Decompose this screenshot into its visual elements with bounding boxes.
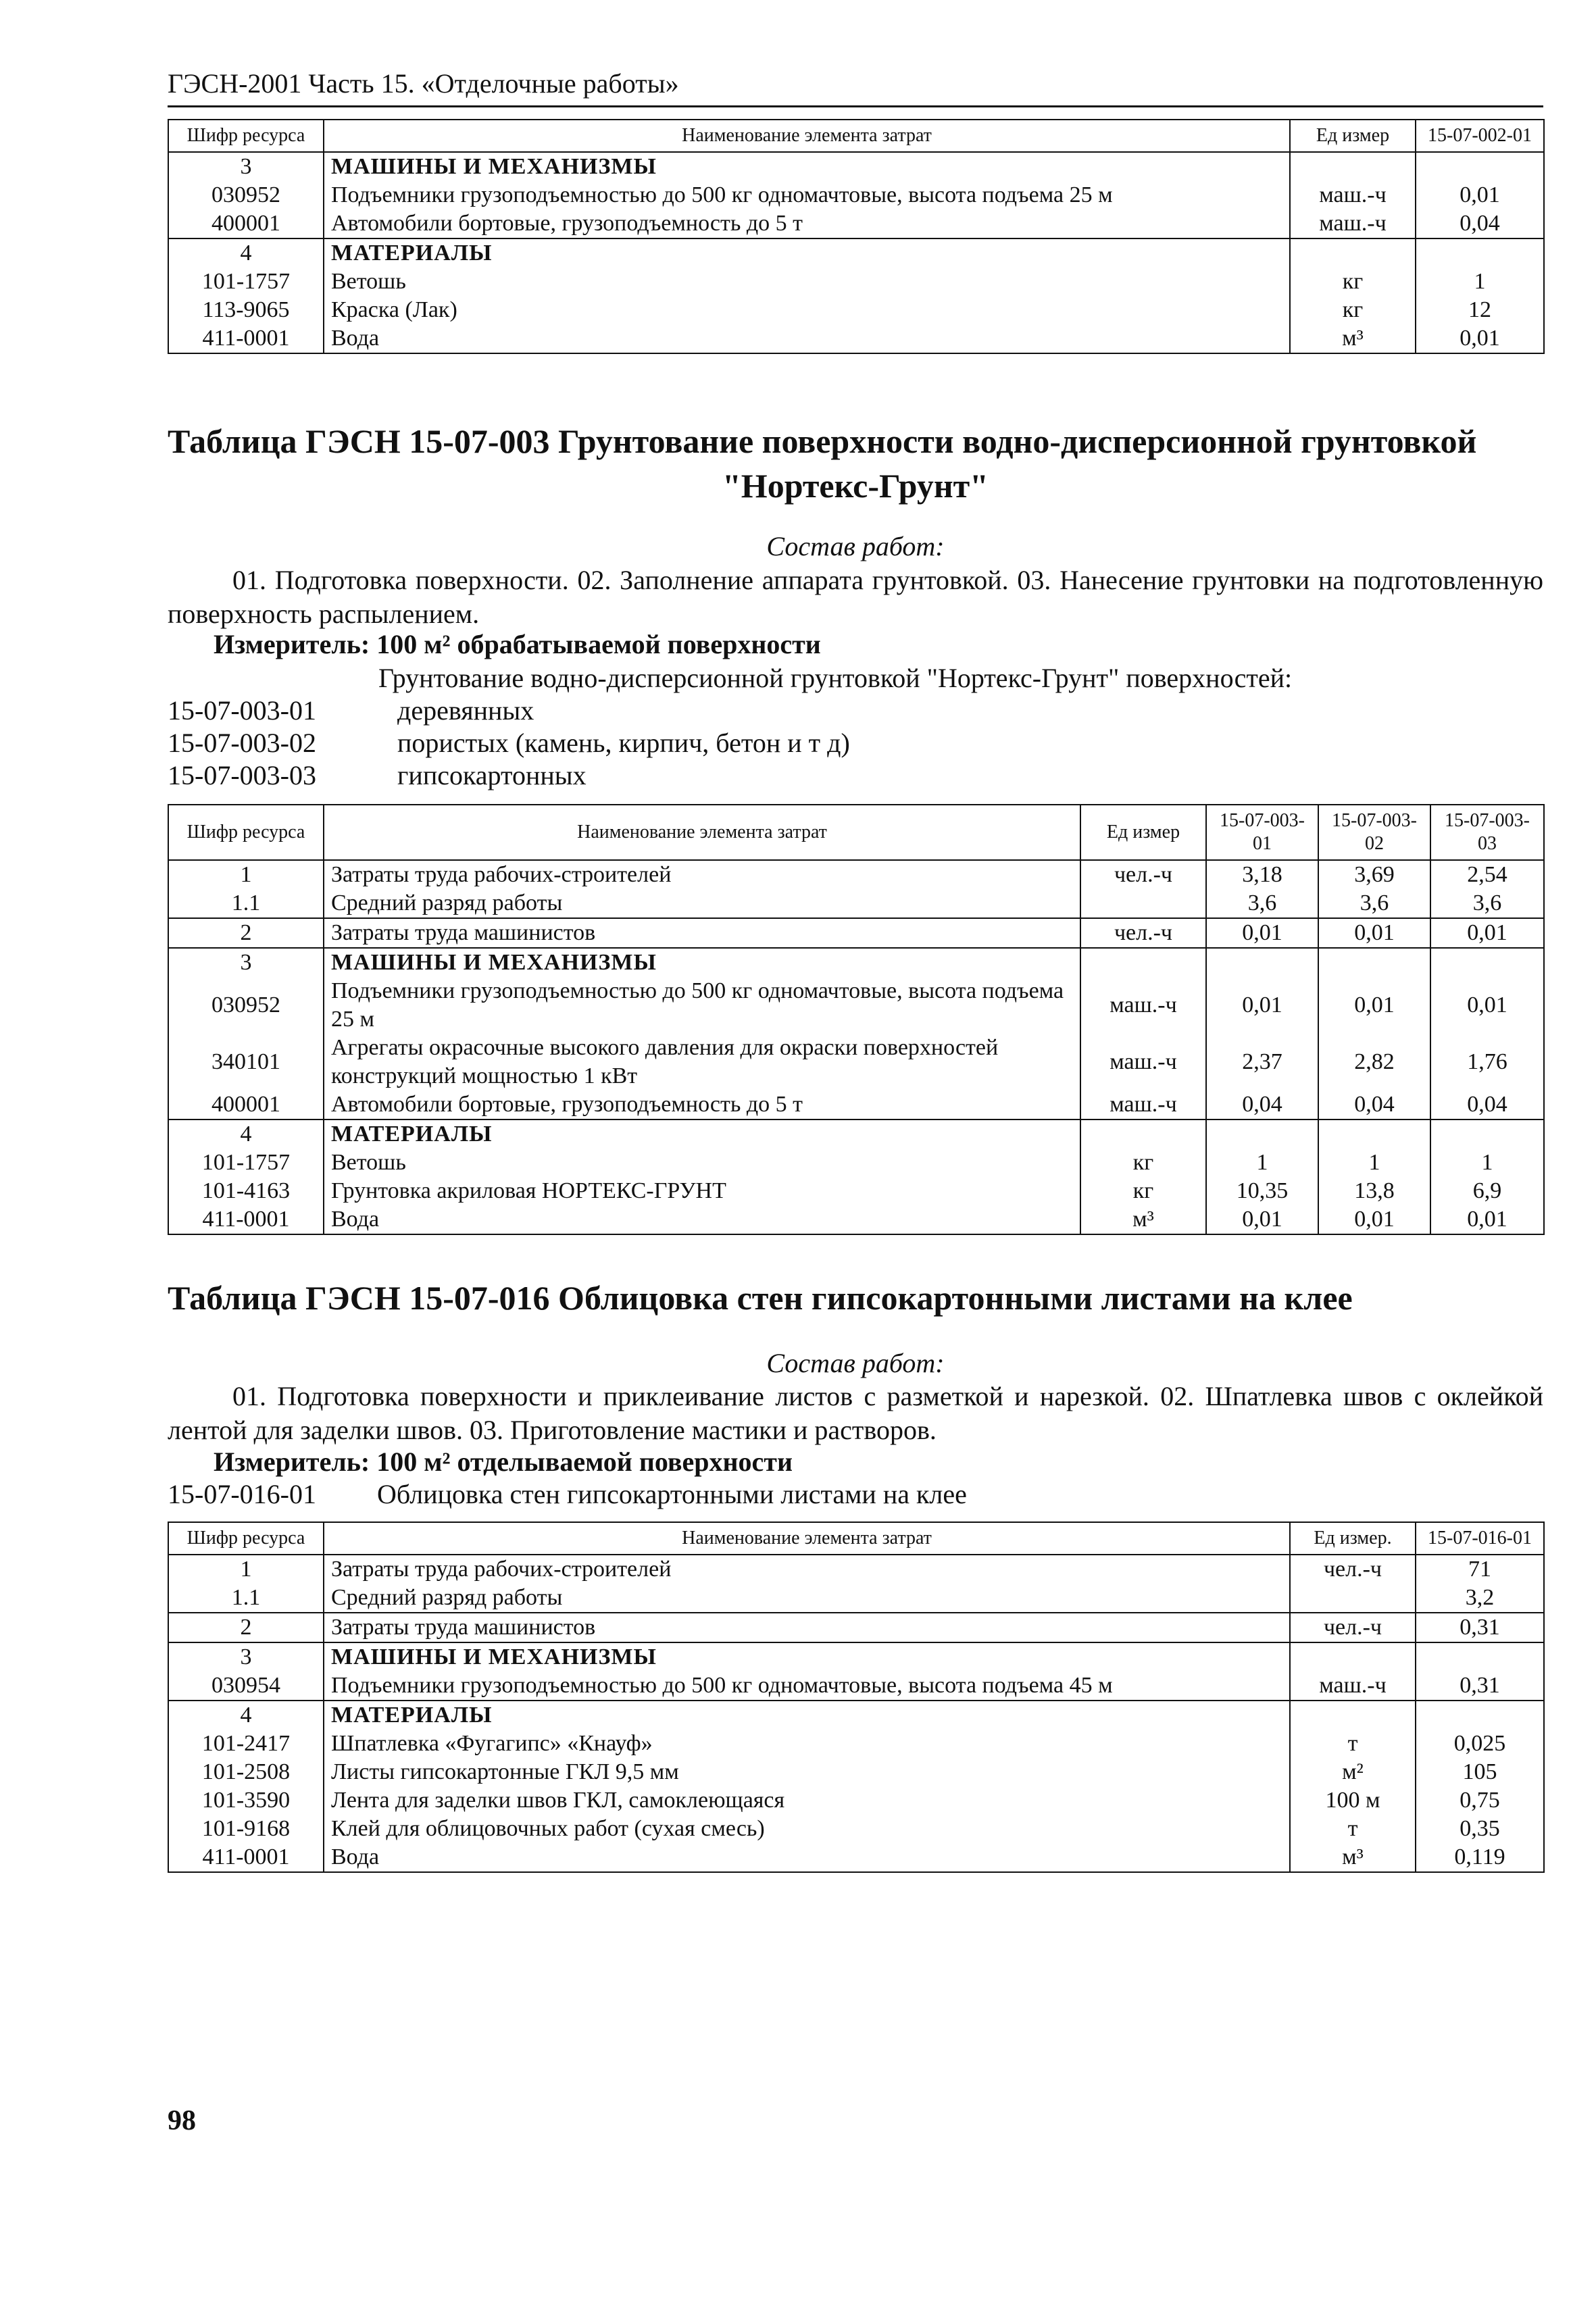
header-name: Наименование элемента затрат bbox=[324, 1522, 1290, 1555]
norm-value: 0,01 bbox=[1430, 977, 1544, 1034]
norm-code: 15-07-003-02 bbox=[168, 728, 316, 758]
cost-element-name: Подъемники грузоподъемностью до 500 кг одномачтовые, высота подъема 45 м bbox=[324, 1671, 1290, 1701]
resource-code: 411-0001 bbox=[168, 324, 324, 353]
running-header: ГЭСН-2001 Часть 15. «Отделочные работы» bbox=[168, 68, 679, 99]
norm-value: 1 bbox=[1318, 1149, 1430, 1177]
norm-value: 0,35 bbox=[1416, 1815, 1544, 1843]
table-row bbox=[168, 1786, 1544, 1815]
resource-code: 030954 bbox=[168, 1671, 324, 1701]
resource-code: 101-9168 bbox=[168, 1815, 324, 1843]
work-composition-label: Состав работ: bbox=[766, 1348, 945, 1378]
unit-of-measure: чел.-ч bbox=[1290, 1613, 1416, 1642]
work-composition-text: 01. Подготовка поверхности. 02. Заполнение аппарата грунтовкой. 03. Нанесение грунтовки на подготовленную поверхность распылением. bbox=[168, 565, 1543, 629]
norm-value bbox=[1430, 1120, 1544, 1149]
header-col-norm: 15-07-003-03 bbox=[1430, 805, 1544, 860]
measurement-unit: Измеритель: 100 м² отделываемой поверхности bbox=[214, 1447, 793, 1477]
section-heading: МАТЕРИАЛЫ bbox=[324, 1120, 1080, 1149]
resource-code: 411-0001 bbox=[168, 1843, 324, 1872]
header-col-norm: 15-07-016-01 bbox=[1416, 1522, 1544, 1555]
unit-of-measure: чел.-ч bbox=[1290, 1555, 1416, 1584]
unit-of-measure: т bbox=[1290, 1730, 1416, 1758]
norm-value: 3,18 bbox=[1206, 860, 1318, 889]
table-row bbox=[168, 296, 1544, 324]
unit-of-measure: м³ bbox=[1080, 1205, 1206, 1234]
table-row bbox=[168, 948, 1544, 977]
header-col-norm: 15-07-003-02 bbox=[1318, 805, 1430, 860]
norm-value bbox=[1416, 152, 1544, 181]
resource-code: 030952 bbox=[168, 977, 324, 1034]
cost-element-name: Агрегаты окрасочные высокого давления для окраски поверхностей конструкций мощностью 1 кВт bbox=[324, 1034, 1080, 1090]
unit-of-measure: кг bbox=[1080, 1177, 1206, 1205]
resource-code: 113-9065 bbox=[168, 296, 324, 324]
cost-element-name: Лента для заделки швов ГКЛ, самоклеющаяся bbox=[324, 1786, 1290, 1815]
cost-element-name: Затраты труда рабочих-строителей bbox=[324, 860, 1080, 889]
table-row bbox=[168, 1090, 1544, 1120]
resource-code: 411-0001 bbox=[168, 1205, 324, 1234]
norm-value: 2,82 bbox=[1318, 1034, 1430, 1090]
norm-value: 10,35 bbox=[1206, 1177, 1318, 1205]
title-line-2: "Нортекс-Грунт" bbox=[722, 467, 989, 505]
resource-code: 4 bbox=[168, 1120, 324, 1149]
header-name: Наименование элемента затрат bbox=[324, 120, 1290, 152]
cost-element-name: Шпатлевка «Фугагипс» «Кнауф» bbox=[324, 1730, 1290, 1758]
cost-element-name: Вода bbox=[324, 1205, 1080, 1234]
unit-of-measure: кг bbox=[1080, 1149, 1206, 1177]
norm-value: 0,01 bbox=[1206, 1205, 1318, 1234]
norm-code-line bbox=[168, 759, 587, 791]
table-row bbox=[168, 1034, 1544, 1090]
table-row bbox=[168, 918, 1544, 948]
cost-element-name: Вода bbox=[324, 324, 1290, 353]
unit-of-measure: м³ bbox=[1290, 324, 1416, 353]
table-row bbox=[168, 1642, 1544, 1671]
table-row bbox=[168, 1843, 1544, 1872]
table-row bbox=[168, 889, 1544, 918]
norm-value: 0,04 bbox=[1318, 1090, 1430, 1120]
unit-of-measure: чел.-ч bbox=[1080, 860, 1206, 889]
resource-code: 101-3590 bbox=[168, 1786, 324, 1815]
norm-value: 0,01 bbox=[1430, 1205, 1544, 1234]
cost-element-name: Автомобили бортовые, грузоподъемность до 5 т bbox=[324, 1090, 1080, 1120]
unit-of-measure: маш.-ч bbox=[1290, 209, 1416, 238]
resource-code: 101-4163 bbox=[168, 1177, 324, 1205]
header-unit: Ед измер bbox=[1290, 120, 1416, 152]
resource-code: 101-2508 bbox=[168, 1758, 324, 1786]
norm-value bbox=[1206, 948, 1318, 977]
resource-code: 340101 bbox=[168, 1034, 324, 1090]
cost-element-name: Средний разряд работы bbox=[324, 1584, 1290, 1613]
cost-element-name: Краска (Лак) bbox=[324, 296, 1290, 324]
table-row bbox=[168, 181, 1544, 209]
header-code: Шифр ресурса bbox=[168, 805, 324, 860]
section-heading: МАТЕРИАЛЫ bbox=[324, 1701, 1290, 1730]
cost-element-name: Затраты труда машинистов bbox=[324, 1613, 1290, 1642]
table-row bbox=[168, 152, 1544, 181]
unit-of-measure: маш.-ч bbox=[1080, 1090, 1206, 1120]
norm-value: 2,37 bbox=[1206, 1034, 1318, 1090]
work-composition-label: Состав работ: bbox=[766, 531, 945, 561]
norm-label: пористых (камень, кирпич, бетон и т д) bbox=[397, 728, 850, 758]
table-row bbox=[168, 1120, 1544, 1149]
unit-of-measure: маш.-ч bbox=[1290, 181, 1416, 209]
resource-code: 030952 bbox=[168, 181, 324, 209]
table-row bbox=[168, 860, 1544, 889]
page-number: 98 bbox=[168, 2105, 196, 2136]
norm-code: 15-07-016-01 bbox=[168, 1479, 316, 1509]
table-row bbox=[168, 209, 1544, 238]
table-row bbox=[168, 238, 1544, 268]
table-row bbox=[168, 1584, 1544, 1613]
norm-value bbox=[1318, 1120, 1430, 1149]
norm-value: 0,01 bbox=[1318, 1205, 1430, 1234]
norm-value: 0,01 bbox=[1206, 977, 1318, 1034]
norm-value: 3,6 bbox=[1206, 889, 1318, 918]
table-row bbox=[168, 1815, 1544, 1843]
header-code: Шифр ресурса bbox=[168, 1522, 324, 1555]
norm-value: 0,025 bbox=[1416, 1730, 1544, 1758]
table-title-15-07-016 bbox=[168, 1276, 1543, 1320]
resource-code: 4 bbox=[168, 238, 324, 268]
unit-of-measure bbox=[1290, 152, 1416, 181]
resource-code: 400001 bbox=[168, 209, 324, 238]
norm-value: 0,01 bbox=[1416, 324, 1544, 353]
cost-element-name: Автомобили бортовые, грузоподъемность до 5 т bbox=[324, 209, 1290, 238]
unit-of-measure bbox=[1080, 889, 1206, 918]
norm-value: 105 bbox=[1416, 1758, 1544, 1786]
resource-code: 3 bbox=[168, 948, 324, 977]
resource-code: 1.1 bbox=[168, 889, 324, 918]
norm-value: 0,04 bbox=[1430, 1090, 1544, 1120]
table-row bbox=[168, 977, 1544, 1034]
header-col-norm: 15-07-002-01 bbox=[1416, 120, 1544, 152]
resource-code: 4 bbox=[168, 1701, 324, 1730]
norm-value: 0,01 bbox=[1318, 918, 1430, 948]
norm-value bbox=[1318, 948, 1430, 977]
header-code: Шифр ресурса bbox=[168, 120, 324, 152]
measurement-unit: Измеритель: 100 м² обрабатываемой поверхности bbox=[214, 629, 821, 659]
resource-code: 3 bbox=[168, 1642, 324, 1671]
norm-code: 15-07-003-03 bbox=[168, 760, 316, 790]
norm-value: 12 bbox=[1416, 296, 1544, 324]
norm-value: 1 bbox=[1416, 268, 1544, 296]
norm-code-line bbox=[168, 695, 534, 726]
norm-code: 15-07-003-01 bbox=[168, 695, 316, 726]
cost-table-15-07-002 bbox=[168, 119, 1545, 354]
norm-label: гипсокартонных bbox=[397, 760, 587, 790]
section-heading: МАТЕРИАЛЫ bbox=[324, 238, 1290, 268]
unit-of-measure: м² bbox=[1290, 1758, 1416, 1786]
unit-of-measure: чел.-ч bbox=[1080, 918, 1206, 948]
unit-of-measure: маш.-ч bbox=[1290, 1671, 1416, 1701]
unit-of-measure: кг bbox=[1290, 268, 1416, 296]
table-row bbox=[168, 268, 1544, 296]
table-row bbox=[168, 1555, 1544, 1584]
table-row bbox=[168, 1671, 1544, 1701]
resource-code: 400001 bbox=[168, 1090, 324, 1120]
norm-value: 3,2 bbox=[1416, 1584, 1544, 1613]
unit-of-measure: 100 м bbox=[1290, 1786, 1416, 1815]
cost-element-name: Вода bbox=[324, 1843, 1290, 1872]
unit-of-measure bbox=[1290, 1642, 1416, 1671]
table-row bbox=[168, 1701, 1544, 1730]
table-row bbox=[168, 324, 1544, 353]
unit-of-measure bbox=[1080, 1120, 1206, 1149]
cost-element-name: Затраты труда машинистов bbox=[324, 918, 1080, 948]
section-heading: МАШИНЫ И МЕХАНИЗМЫ bbox=[324, 152, 1290, 181]
title-line-1: Таблица ГЭСН 15-07-003 Грунтование поверхности водно-дисперсионной грунтовкой bbox=[168, 422, 1477, 460]
cost-table-15-07-016 bbox=[168, 1521, 1545, 1873]
cost-element-name: Подъемники грузоподъемностью до 500 кг одномачтовые, высота подъема 25 м bbox=[324, 181, 1290, 209]
unit-of-measure: маш.-ч bbox=[1080, 977, 1206, 1034]
cost-element-name: Ветошь bbox=[324, 268, 1290, 296]
norm-value: 0,01 bbox=[1416, 181, 1544, 209]
resource-code: 1 bbox=[168, 860, 324, 889]
norm-value: 71 bbox=[1416, 1555, 1544, 1584]
norm-label: Облицовка стен гипсокартонными листами на клее bbox=[377, 1479, 967, 1509]
norm-value: 1 bbox=[1206, 1149, 1318, 1177]
norm-value: 0,04 bbox=[1206, 1090, 1318, 1120]
norm-value bbox=[1206, 1120, 1318, 1149]
unit-of-measure: кг bbox=[1290, 296, 1416, 324]
unit-of-measure bbox=[1290, 1701, 1416, 1730]
resource-code: 101-2417 bbox=[168, 1730, 324, 1758]
cost-table-15-07-003 bbox=[168, 804, 1545, 1235]
norm-label: деревянных bbox=[397, 695, 534, 726]
cost-element-name: Средний разряд работы bbox=[324, 889, 1080, 918]
norm-value: 3,6 bbox=[1430, 889, 1544, 918]
resource-code: 2 bbox=[168, 1613, 324, 1642]
table-row bbox=[168, 1177, 1544, 1205]
norm-value: 6,9 bbox=[1430, 1177, 1544, 1205]
norm-value: 13,8 bbox=[1318, 1177, 1430, 1205]
work-composition-text: 01. Подготовка поверхности и приклеивание листов с разметкой и нарезкой. 02. Шпатлевка швов с оклейкой лентой для заделки швов. 03. Приготовление мастики и растворов. bbox=[168, 1381, 1543, 1445]
title-line-1: Таблица ГЭСН 15-07-016 Облицовка стен гипсокартонными листами на клее bbox=[168, 1279, 1353, 1317]
table-row bbox=[168, 1758, 1544, 1786]
section-heading: МАШИНЫ И МЕХАНИЗМЫ bbox=[324, 948, 1080, 977]
cost-element-name: Затраты труда рабочих-строителей bbox=[324, 1555, 1290, 1584]
unit-of-measure: маш.-ч bbox=[1080, 1034, 1206, 1090]
norm-value: 0,01 bbox=[1430, 918, 1544, 948]
norm-value: 3,6 bbox=[1318, 889, 1430, 918]
table-row bbox=[168, 1730, 1544, 1758]
resource-code: 101-1757 bbox=[168, 268, 324, 296]
norm-description: Грунтование водно-дисперсионной грунтовкой "Нортекс-Грунт" поверхностей: bbox=[378, 663, 1293, 693]
cost-element-name: Подъемники грузоподъемностью до 500 кг одномачтовые, высота подъема 25 м bbox=[324, 977, 1080, 1034]
cost-element-name: Клей для облицовочных работ (сухая смесь) bbox=[324, 1815, 1290, 1843]
norm-value: 1 bbox=[1430, 1149, 1544, 1177]
resource-code: 1.1 bbox=[168, 1584, 324, 1613]
norm-value: 0,04 bbox=[1416, 209, 1544, 238]
table-title-15-07-003 bbox=[168, 419, 1543, 508]
cost-element-name: Грунтовка акриловая НОРТЕКС-ГРУНТ bbox=[324, 1177, 1080, 1205]
table-row bbox=[168, 1205, 1544, 1234]
norm-value: 1,76 bbox=[1430, 1034, 1544, 1090]
header-rule bbox=[168, 105, 1543, 107]
header-col-norm: 15-07-003-01 bbox=[1206, 805, 1318, 860]
norm-value: 0,31 bbox=[1416, 1671, 1544, 1701]
norm-value: 0,75 bbox=[1416, 1786, 1544, 1815]
resource-code: 1 bbox=[168, 1555, 324, 1584]
unit-of-measure bbox=[1290, 238, 1416, 268]
norm-value: 0,119 bbox=[1416, 1843, 1544, 1872]
norm-value: 3,69 bbox=[1318, 860, 1430, 889]
norm-value: 0,01 bbox=[1206, 918, 1318, 948]
resource-code: 3 bbox=[168, 152, 324, 181]
table-row bbox=[168, 1613, 1544, 1642]
section-heading: МАШИНЫ И МЕХАНИЗМЫ bbox=[324, 1642, 1290, 1671]
table-row bbox=[168, 1149, 1544, 1177]
unit-of-measure bbox=[1080, 948, 1206, 977]
norm-value bbox=[1416, 1642, 1544, 1671]
unit-of-measure: т bbox=[1290, 1815, 1416, 1843]
norm-value bbox=[1416, 1701, 1544, 1730]
norm-value: 0,31 bbox=[1416, 1613, 1544, 1642]
header-name: Наименование элемента затрат bbox=[324, 805, 1080, 860]
cost-element-name: Листы гипсокартонные ГКЛ 9,5 мм bbox=[324, 1758, 1290, 1786]
norm-value bbox=[1416, 238, 1544, 268]
header-unit: Ед измер bbox=[1080, 805, 1206, 860]
cost-element-name: Ветошь bbox=[324, 1149, 1080, 1177]
unit-of-measure: м³ bbox=[1290, 1843, 1416, 1872]
header-unit: Ед измер. bbox=[1290, 1522, 1416, 1555]
norm-value: 0,01 bbox=[1318, 977, 1430, 1034]
resource-code: 101-1757 bbox=[168, 1149, 324, 1177]
norm-code-line bbox=[168, 727, 850, 759]
unit-of-measure bbox=[1290, 1584, 1416, 1613]
resource-code: 2 bbox=[168, 918, 324, 948]
norm-value bbox=[1430, 948, 1544, 977]
norm-code-line bbox=[168, 1478, 967, 1510]
norm-value: 2,54 bbox=[1430, 860, 1544, 889]
